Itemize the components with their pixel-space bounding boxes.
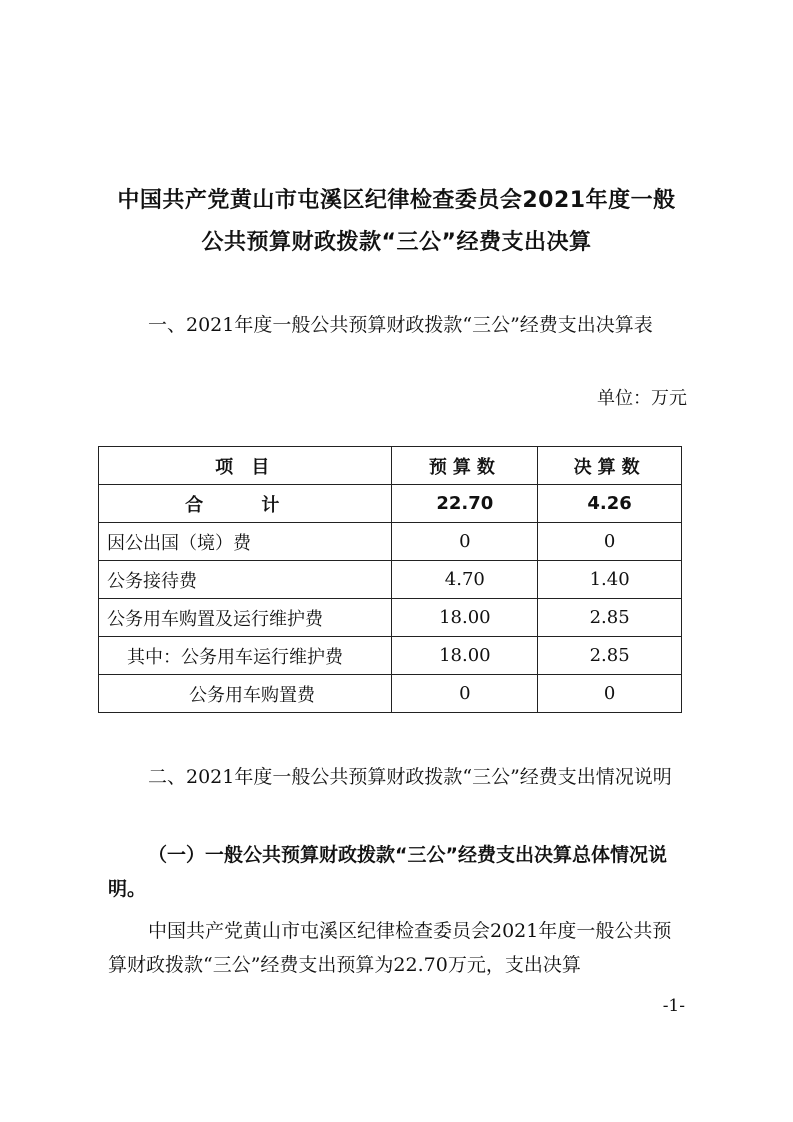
column-header-budget: 预算数 xyxy=(392,447,538,485)
table-cell-final: 1.40 xyxy=(538,561,682,599)
table-row xyxy=(99,599,682,637)
section1-heading: 一、2021年度一般公共预算财政拨款“三公”经费支出决算表 xyxy=(148,314,653,336)
table-cell-label: 其中：公务用车运行维护费 xyxy=(99,637,392,675)
table-cell-final: 2.85 xyxy=(538,599,682,637)
subsection1-heading: （一）一般公共预算财政拨款“三公”经费支出决算总体情况说明。 xyxy=(108,844,667,900)
table-cell-budget: 0 xyxy=(392,675,538,713)
table-cell-label: 公务用车购置费 xyxy=(99,675,392,713)
unit-label: 单位：万元 xyxy=(597,388,687,409)
table-row-total xyxy=(99,485,682,523)
table-header-row xyxy=(99,447,682,485)
table-cell-label: 公务用车购置及运行维护费 xyxy=(99,599,392,637)
table-cell-budget: 18.00 xyxy=(392,637,538,675)
body-paragraph: 中国共产党黄山市屯溪区纪律检查委员会2021年度一般公共预算财政拨款“三公”经费支出预算为22.70万元，支出决算 xyxy=(108,920,672,976)
expense-table xyxy=(98,446,682,713)
table-row xyxy=(99,523,682,561)
table-row xyxy=(99,637,682,675)
table-cell-budget: 18.00 xyxy=(392,599,538,637)
page-number: -1- xyxy=(662,996,685,1016)
table-cell-budget: 0 xyxy=(392,523,538,561)
table-cell-final: 2.85 xyxy=(538,637,682,675)
table-cell-label: 合 计 xyxy=(99,485,392,523)
document-title xyxy=(0,180,793,264)
section2-heading: 二、2021年度一般公共预算财政拨款“三公”经费支出情况说明 xyxy=(148,766,672,788)
column-header-final: 决算数 xyxy=(538,447,682,485)
table-cell-final: 4.26 xyxy=(538,485,682,523)
table-cell-budget: 4.70 xyxy=(392,561,538,599)
table-row xyxy=(99,675,682,713)
document-title-line1: 中国共产党黄山市屯溪区纪律检查委员会2021年度一般 xyxy=(117,188,676,213)
column-header-item: 项 目 xyxy=(99,447,392,485)
table-cell-label: 因公出国（境）费 xyxy=(99,523,392,561)
table-row xyxy=(99,561,682,599)
table-cell-label: 公务接待费 xyxy=(99,561,392,599)
document-title-line2: 公共预算财政拨款“三公”经费支出决算 xyxy=(201,230,592,255)
table-cell-budget: 22.70 xyxy=(392,485,538,523)
table-cell-final: 0 xyxy=(538,523,682,561)
table-cell-final: 0 xyxy=(538,675,682,713)
